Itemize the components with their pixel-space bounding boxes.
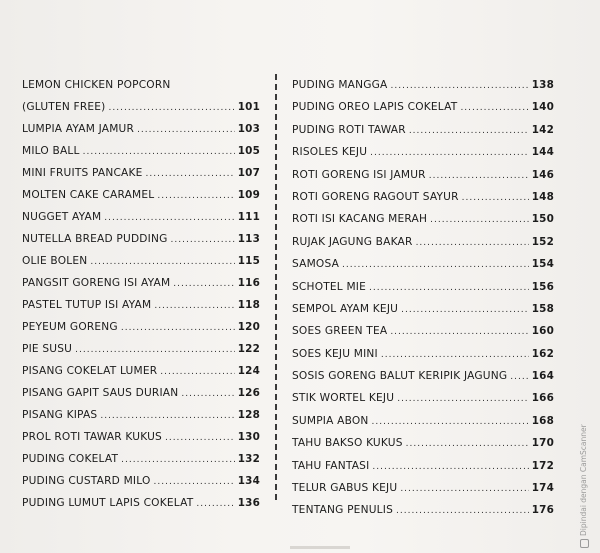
toc-entry-page: 158 [531,302,554,315]
toc-entry-title: SEMPOL AYAM KEJU [292,302,399,315]
toc-entry [292,141,554,163]
toc-entry-title: MINI FRUITS PANCAKE [22,167,143,179]
toc-entry [22,448,260,470]
toc-entry-title: MOLTEN CAKE CARAMEL [22,189,155,201]
toc-entry [292,208,554,230]
toc-entry-title: TENTANG PENULIS [292,504,393,517]
toc-entry [292,320,554,342]
toc-entry [292,164,554,186]
toc-entry-page: 128 [237,409,260,421]
toc-leader-dots [121,449,235,471]
toc-leader-dots [400,478,528,500]
toc-entry-page: 101 [237,101,260,113]
toc-leader-dots [462,187,529,209]
toc-entry-page: 124 [237,365,260,377]
toc-entry [292,96,554,118]
toc-leader-dots [416,232,529,254]
toc-entry [292,74,554,96]
scanner-watermark: Dipindai dengan CamScanner [579,424,589,548]
toc-right-column [292,74,554,522]
toc-entry-title: PUDING ROTI TAWAR [292,123,406,136]
toc-leader-dots [401,299,529,321]
toc-leader-dots [157,185,234,207]
toc-entry-page: 130 [237,431,260,443]
toc-entry [292,365,554,387]
toc-entry-title: NUGGET AYAM [22,211,102,223]
toc-leader-dots [109,97,235,119]
toc-entry-page: 116 [237,277,260,289]
toc-entry-page: 140 [531,101,554,114]
toc-leader-dots [146,163,235,185]
toc-entry-title: LEMON CHICKEN POPCORN [22,79,171,91]
toc-leader-dots [90,251,234,273]
toc-leader-dots [181,383,234,405]
toc-entry-title: PUDING LUMUT LAPIS COKELAT [22,497,194,509]
toc-leader-dots [409,120,529,142]
toc-leader-dots [369,277,529,299]
toc-entry [22,382,260,404]
toc-entry-page: 107 [237,167,260,179]
toc-entry-page: 105 [237,145,260,157]
toc-entry [22,492,260,514]
toc-entry [22,470,260,492]
toc-entry [292,410,554,432]
toc-leader-dots [390,321,528,343]
toc-entry-page: 132 [237,453,260,465]
toc-leader-dots [430,209,529,231]
toc-entry [22,140,260,162]
toc-entry [292,455,554,477]
toc-entry-title: OLIE BOLEN [22,255,88,267]
toc-entry-page: 162 [531,347,554,360]
toc-entry [22,404,260,426]
toc-leader-dots [406,433,529,455]
toc-entry [22,96,260,118]
toc-entry [22,250,260,272]
toc-leader-dots [372,456,528,478]
toc-entry-title: ROTI GORENG RAGOUT SAYUR [292,190,459,203]
toc-entry-page: 103 [237,123,260,135]
toc-entry-title: PIE SUSU [22,343,73,355]
toc-entry [292,499,554,521]
toc-entry-page: 166 [531,392,554,405]
toc-leader-dots [137,119,235,141]
toc-entry [292,276,554,298]
page-scuff [290,546,350,549]
toc-entry [22,162,260,184]
toc-leader-dots [104,207,234,229]
toc-entry-title: ROTI GORENG ISI JAMUR [292,168,426,181]
toc-leader-dots [154,471,235,493]
toc-entry-title: SAMOSA [292,258,340,271]
toc-entry [22,118,260,140]
toc-entry-title: MILO BALL [22,145,80,157]
toc-entry [22,206,260,228]
toc-leader-dots [510,366,528,388]
toc-entry [292,432,554,454]
toc-entry-title: PROL ROTI TAWAR KUKUS [22,431,162,443]
toc-entry-title: SOSIS GORENG BALUT KERIPIK JAGUNG [292,370,508,383]
toc-entry-page: 176 [531,504,554,517]
toc-entry-page: 113 [237,233,260,245]
toc-leader-dots [397,388,529,410]
toc-entry-title: LUMPIA AYAM JAMUR [22,123,135,135]
toc-entry-title: PISANG GAPIT SAUS DURIAN [22,387,179,399]
toc-leader-dots [154,295,234,317]
toc-entry [292,119,554,141]
toc-entry [292,477,554,499]
toc-entry-page: 160 [531,325,554,338]
toc-entry [22,228,260,250]
toc-entry [292,186,554,208]
toc-entry-title: TAHU FANTASI [292,459,370,472]
toc-leader-dots [460,97,528,119]
toc-leader-dots [370,142,529,164]
toc-leader-dots [165,427,235,449]
toc-entry-title: PANGSIT GORENG ISI AYAM [22,277,171,289]
toc-entry [22,272,260,294]
toc-entry-title: RISOLES KEJU [292,146,368,159]
toc-entry-page: 111 [237,211,260,223]
toc-entry-title: PISANG KIPAS [22,409,98,421]
toc-entry-title: SCHOTEL MIE [292,280,367,293]
toc-leader-dots [83,141,235,163]
toc-entry [292,343,554,365]
camscanner-icon [580,539,589,548]
toc-entry-page: 115 [237,255,260,267]
toc-entry-title: SUMPIA ABON [292,414,369,427]
toc-entry-title: STIK WORTEL KEJU [292,392,395,405]
toc-entry-title: RUJAK JAGUNG BAKAR [292,235,413,248]
toc-entry [22,316,260,338]
column-divider [275,74,277,500]
toc-entry-title: TELUR GABUS KEJU [292,482,398,495]
toc-leader-dots [100,405,234,427]
toc-leader-dots [75,339,235,361]
toc-entry-title: SOES KEJU MINI [292,347,378,360]
toc-entry-page: 152 [531,235,554,248]
toc-entry [292,253,554,275]
toc-entry-title: (GLUTEN FREE) [22,101,106,113]
toc-entry-title: PEYEUM GORENG [22,321,118,333]
toc-leader-dots [173,273,234,295]
toc-entry-title: PISANG COKELAT LUMER [22,365,158,377]
toc-entry-page: 120 [237,321,260,333]
toc-entry-page: 122 [237,343,260,355]
toc-entry-page: 154 [531,258,554,271]
toc-entry-page: 118 [237,299,260,311]
toc-entry-page: 109 [237,189,260,201]
toc-entry [292,387,554,409]
toc-leader-dots [160,361,234,383]
toc-entry-title: PUDING MANGGA [292,79,388,91]
toc-entry-page: 142 [531,123,554,136]
toc-entry-title: TAHU BAKSO KUKUS [292,437,403,450]
toc-entry-page: 138 [531,79,554,91]
toc-entry-title: ROTI ISI KACANG MERAH [292,213,428,226]
toc-entry-page: 164 [531,370,554,383]
toc-left-column [22,74,260,514]
toc-leader-dots [342,254,529,276]
toc-entry-page: 144 [531,146,554,159]
toc-entry [22,74,260,96]
toc-entry-page: 150 [531,213,554,226]
toc-entry [22,360,260,382]
toc-entry-page: 134 [237,475,260,487]
toc-entry-title: NUTELLA BREAD PUDDING [22,233,168,245]
toc-leader-dots [429,165,529,187]
toc-leader-dots [121,317,235,339]
toc-entry [22,294,260,316]
toc-entry [22,338,260,360]
toc-entry-title: PUDING OREO LAPIS COKELAT [292,101,458,114]
toc-entry-page: 146 [531,168,554,181]
toc-leader-dots [381,344,529,366]
toc-entry-page: 170 [531,437,554,450]
toc-entry-page: 174 [531,482,554,495]
toc-leader-dots [396,500,529,522]
toc-entry-page: 136 [237,497,260,509]
toc-entry-page: 156 [531,280,554,293]
toc-leader-dots [196,493,234,515]
toc-leader-dots [171,229,235,251]
toc-entry-page: 168 [531,414,554,427]
toc-entry [292,298,554,320]
toc-entry-page: 148 [531,190,554,203]
toc-entry-page: 172 [531,459,554,472]
toc-entry [22,184,260,206]
toc-leader-dots [372,411,529,433]
toc-entry-title: PUDING COKELAT [22,453,119,465]
toc-entry [292,231,554,253]
toc-entry [22,426,260,448]
toc-leader-dots [391,75,529,97]
toc-entry-title: PASTEL TUTUP ISI AYAM [22,299,152,311]
toc-entry-page: 126 [237,387,260,399]
toc-entry-title: PUDING CUSTARD MILO [22,475,151,487]
toc-entry-title: SOES GREEN TEA [292,325,388,338]
